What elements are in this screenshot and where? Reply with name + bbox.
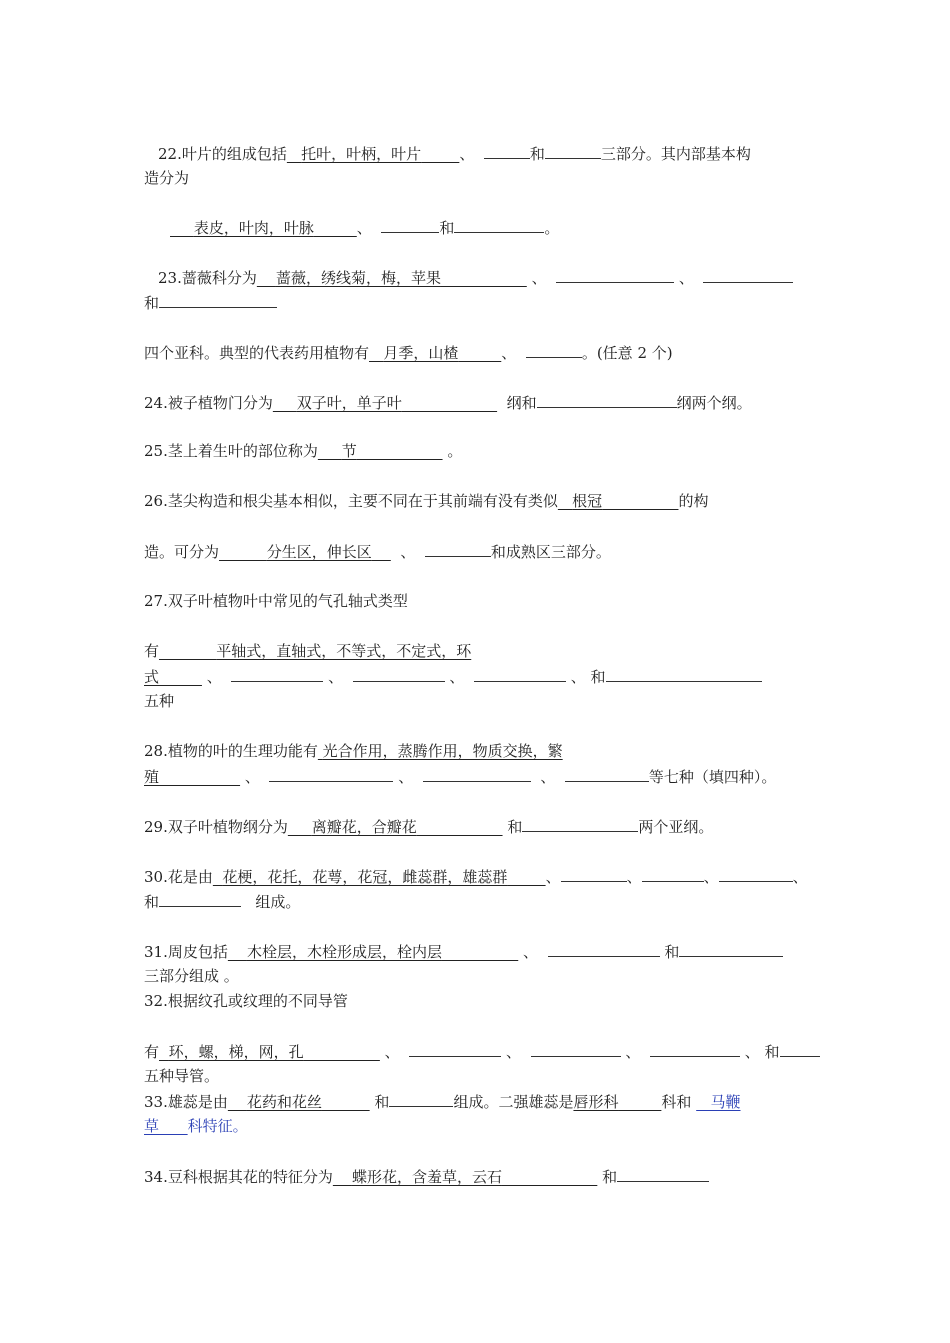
q33-line2: 草 科特征。	[144, 1117, 248, 1135]
blank[interactable]	[719, 866, 793, 882]
q23-line1: 23.蔷薇科分为 蔷薇，绣线菊，梅，苹果 、 、	[158, 267, 793, 288]
answer: 托叶，叶柄，叶片	[301, 145, 422, 163]
blank[interactable]	[381, 217, 439, 233]
blank[interactable]	[409, 1041, 501, 1057]
q32-line2: 有 环，螺，梯，网，孔 、 、 、 、 和	[144, 1041, 820, 1062]
answer: 节	[341, 442, 357, 460]
q27-line3: 式 、 、 、 、 和	[144, 666, 762, 687]
blank[interactable]	[545, 143, 601, 159]
answer: 蝶形花，含羞草，云石	[351, 1168, 502, 1186]
answer: 根冠	[572, 492, 603, 510]
blank[interactable]	[159, 891, 241, 907]
answer: 蔷薇，绣线菊，梅，苹果	[275, 269, 441, 287]
q32-line3: 五种导管。	[144, 1067, 220, 1085]
blank[interactable]	[650, 1041, 740, 1057]
q32-line1: 32.根据纹孔或纹理的不同导管	[144, 992, 348, 1010]
q23-line3: 四个亚科。典型的代表药用植物有 月季，山楂 、 。(任意 2 个)	[144, 344, 673, 362]
q26-line1: 26.茎尖构造和根尖基本相似，主要不同在于其前端有没有类似 根冠 的构	[144, 492, 709, 510]
blank[interactable]	[522, 816, 638, 832]
answer: 花药和花丝	[246, 1093, 322, 1111]
answer: 殖	[144, 768, 160, 786]
q30-line1: 30.花是由 花梗，花托，花萼，花冠，雌蕊群，雄蕊群 、 、 、 、	[144, 868, 808, 886]
blank[interactable]	[565, 766, 649, 782]
answer: 表皮，叶肉，叶脉	[193, 219, 314, 237]
blank[interactable]	[561, 866, 627, 882]
q28-line2: 殖 、 、 、 等七种（填四种）。	[144, 768, 777, 786]
q27-line4: 五种	[144, 692, 175, 710]
q23-line2: 和	[144, 292, 277, 313]
blank[interactable]	[423, 766, 531, 782]
blank[interactable]	[780, 1041, 820, 1057]
blank[interactable]	[425, 541, 491, 557]
answer: 唇形科	[573, 1093, 619, 1111]
answer: 花梗，花托，花萼，花冠，雌蕊群，雄蕊群	[222, 868, 508, 886]
q27-line1: 27.双子叶植物叶中常见的气孔轴式类型	[144, 592, 408, 610]
blank[interactable]	[269, 766, 393, 782]
blank[interactable]	[548, 941, 660, 957]
answer: 木栓层，木栓形成层，栓内层	[246, 943, 442, 961]
answer-link[interactable]: 草	[144, 1117, 160, 1135]
q34-line: 34.豆科根据其花的特征分为 蝶形花，含羞草，云石 和	[144, 1166, 709, 1187]
q31-line2: 三部分组成 。	[144, 967, 239, 985]
blank[interactable]	[389, 1091, 453, 1107]
blank[interactable]	[531, 1041, 621, 1057]
q22-line3: 表皮，叶肉，叶脉 、 和 。	[170, 217, 559, 238]
blank[interactable]	[642, 866, 704, 882]
answer: 离瓣花，合瓣花	[311, 818, 417, 836]
q22-line1: 22.叶片的组成包括 托叶，叶柄，叶片 、 和 三部分。其内部基本构	[158, 145, 751, 163]
q28-line1: 28.植物的叶的生理功能有 光合作用，蒸腾作用，物质交换，繁	[144, 742, 563, 760]
q31-line1: 31.周皮包括 木栓层，木栓形成层，栓内层 、 和	[144, 941, 783, 962]
q33-line1: 33.雄蕊是由 花药和花丝 和 组成。二强雄蕊是唇形科 科和 马鞭	[144, 1093, 741, 1111]
blank[interactable]	[159, 292, 277, 308]
answer: 平轴式，直轴式，不等式，不定式，环	[216, 642, 472, 660]
q27-line2: 有 平轴式，直轴式，不等式，不定式，环	[144, 642, 472, 660]
answer: 环，螺，梯，网，孔	[168, 1043, 304, 1061]
blank[interactable]	[679, 941, 783, 957]
answer: 月季，山楂	[383, 344, 459, 362]
blank[interactable]	[454, 217, 544, 233]
q25-line: 25.茎上着生叶的部位称为 节 。	[144, 442, 463, 460]
answer-link[interactable]: 马鞭	[710, 1093, 741, 1111]
answer: 光合作用，蒸腾作用，物质交换，繁	[322, 742, 563, 760]
answer: 双子叶，单子叶	[296, 394, 402, 412]
blank[interactable]	[537, 392, 677, 408]
q26-line2: 造。可分为 分生区，伸长区 、 和成熟区三部分。	[144, 543, 611, 561]
answer: 式	[144, 668, 160, 686]
q22-line2: 造分为	[144, 169, 190, 187]
blank[interactable]	[606, 666, 762, 682]
q30-line2: 和 组成。	[144, 893, 301, 911]
blank[interactable]	[353, 666, 445, 682]
blank[interactable]	[231, 666, 323, 682]
blank[interactable]	[474, 666, 566, 682]
blank[interactable]	[484, 143, 530, 159]
blank[interactable]	[556, 267, 674, 283]
q29-line: 29.双子叶植物纲分为 离瓣花，合瓣花 和 两个亚纲。	[144, 818, 714, 836]
q24-line: 24.被子植物门分为 双子叶，单子叶 纲和 纲两个纲。	[144, 394, 752, 412]
blank[interactable]	[526, 342, 582, 358]
answer: 分生区，伸长区	[266, 543, 372, 561]
blank[interactable]	[703, 267, 793, 283]
blank[interactable]	[617, 1166, 709, 1182]
